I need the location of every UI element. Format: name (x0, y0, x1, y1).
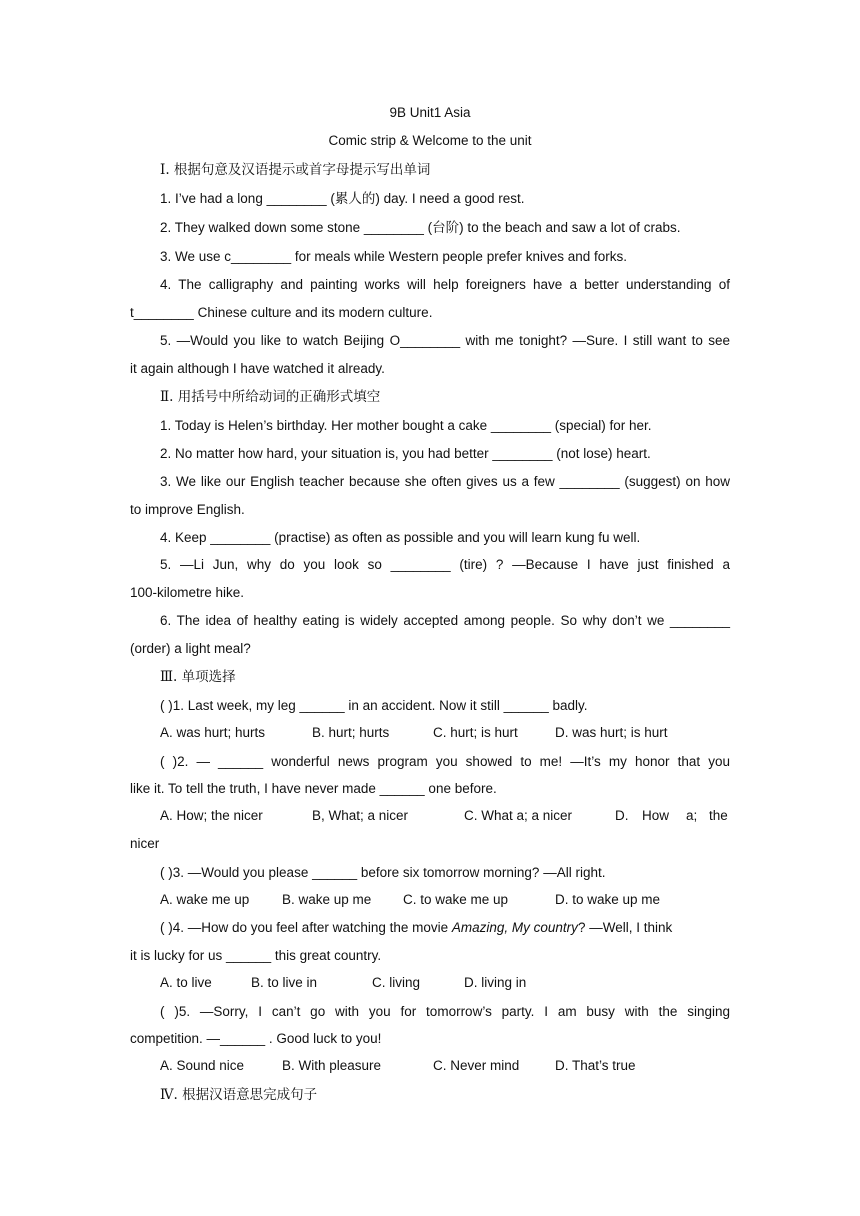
s3-question-5-stem-line1: ( )5. —Sorry, I can’t go with you for tomorrow’s party. I am busy with the singing (160, 1004, 730, 1019)
s3-q3-option-a: A. wake me up (160, 892, 250, 907)
s3-q2-option-d-label: D. (615, 808, 629, 823)
s3-q4-option-d: D. living in (464, 975, 527, 990)
s2-question-4: 4. Keep ________ (practise) as often as possible and you will learn kung fu well. (160, 530, 641, 545)
s3-question-5-stem-line2: competition. —______ . Good luck to you! (130, 1031, 382, 1046)
s2-question-5-line2: 100-kilometre hike. (130, 585, 245, 600)
s1-question-5-line1: 5. —Would you like to watch Beijing O________ with me tonight? —Sure. I still want to see (160, 333, 730, 348)
s1-question-1: 1. I’ve had a long ________ (累人的) day. I need a good rest. (160, 191, 525, 206)
s2-question-6-line1: 6. The idea of healthy eating is widely accepted among people. So why don’t we ________ (160, 613, 730, 628)
section-2-heading: Ⅱ. 用括号中所给动词的正确形式填空 (160, 389, 381, 405)
s2-question-5-line1: 5. —Li Jun, why do you look so ________ (tire) ? —Because I have just finished a (160, 557, 730, 572)
s3-q2-option-c: C. What a; a nicer (464, 808, 573, 823)
s3-q5-option-c: C. Never mind (433, 1058, 520, 1073)
s3-q2-option-a: A. How; the nicer (160, 808, 263, 823)
s3-q2-option-d-word4: nicer (130, 836, 160, 851)
s3-q2-option-d-word3: the (709, 808, 728, 823)
s3-question-2-stem-line2: like it. To tell the truth, I have never made ______ one before. (130, 781, 497, 796)
s2-question-1: 1. Today is Helen’s birthday. Her mother bought a cake ________ (special) for her. (160, 418, 652, 433)
s3-question-4-stem-line2: it is lucky for us ______ this great country. (130, 948, 382, 963)
s3-q1-option-d: D. was hurt; is hurt (555, 725, 668, 740)
s3-question-2-stem-line1: ( )2. — ______ wonderful news program you showed to me! —It’s my honor that you (160, 754, 730, 769)
s3-q2-option-d-word1: How (642, 808, 670, 823)
s1-question-5-line2: it again although I have watched it already. (130, 361, 385, 376)
s1-question-4-line2: t________ Chinese culture and its modern culture. (130, 305, 433, 320)
s3-q4-option-a: A. to live (160, 975, 212, 990)
s3-question-3-stem: ( )3. —Would you please ______ before six tomorrow morning? —All right. (160, 865, 606, 880)
s2-question-3-line1: 3. We like our English teacher because she often gives us a few ________ (suggest) on how (160, 474, 730, 489)
s3-q5-option-b: B. With pleasure (282, 1058, 382, 1073)
s1-question-3: 3. We use c________ for meals while Western people prefer knives and forks. (160, 249, 628, 264)
s3-q3-option-d: D. to wake up me (555, 892, 661, 907)
s3-q3-option-c: C. to wake me up (403, 892, 509, 907)
s3-q4-option-c: C. living (372, 975, 421, 990)
s3-q3-option-b: B. wake up me (282, 892, 372, 907)
s3-q5-option-d: D. That’s true (555, 1058, 636, 1073)
section-3-heading: Ⅲ. 单项选择 (160, 669, 236, 685)
movie-title: Amazing, My country (451, 920, 578, 935)
s1-question-4-line1: 4. The calligraphy and painting works will help foreigners have a better understanding of (160, 277, 730, 292)
s3-q1-option-c: C. hurt; is hurt (433, 725, 518, 740)
s3-q1-option-b: B. hurt; hurts (312, 725, 390, 740)
s3-question-4-stem-line1 (160, 919, 730, 937)
s3-q2-option-d-word2: a; (686, 808, 698, 823)
s3-question-1-stem: ( )1. Last week, my leg ______ in an accident. Now it still ______ badly. (160, 698, 588, 713)
s2-question-2: 2. No matter how hard, your situation is, you had better ________ (not lose) heart. (160, 446, 651, 461)
s2-question-6-line2: (order) a light meal? (130, 641, 251, 656)
s3-q4-stem-prefix: ( )4. —How do you feel after watching the movie Amazing, My country? —Well, I think (160, 920, 673, 935)
s1-question-2: 2. They walked down some stone ________ (台阶) to the beach and saw a lot of crabs. (160, 220, 681, 235)
s3-q5-option-a: A. Sound nice (160, 1058, 245, 1073)
document-subtitle: Comic strip & Welcome to the unit (328, 133, 532, 148)
s3-q4-option-b: B. to live in (251, 975, 318, 990)
section-1-heading: Ⅰ. 根据句意及汉语提示或首字母提示写出单词 (160, 162, 431, 178)
s3-q2-option-b: B, What; a nicer (312, 808, 409, 823)
s3-q1-option-a: A. was hurt; hurts (160, 725, 266, 740)
section-4-heading: Ⅳ. 根据汉语意思完成句子 (160, 1087, 318, 1103)
document-title: 9B Unit1 Asia (389, 105, 471, 120)
s2-question-3-line2: to improve English. (130, 502, 245, 517)
